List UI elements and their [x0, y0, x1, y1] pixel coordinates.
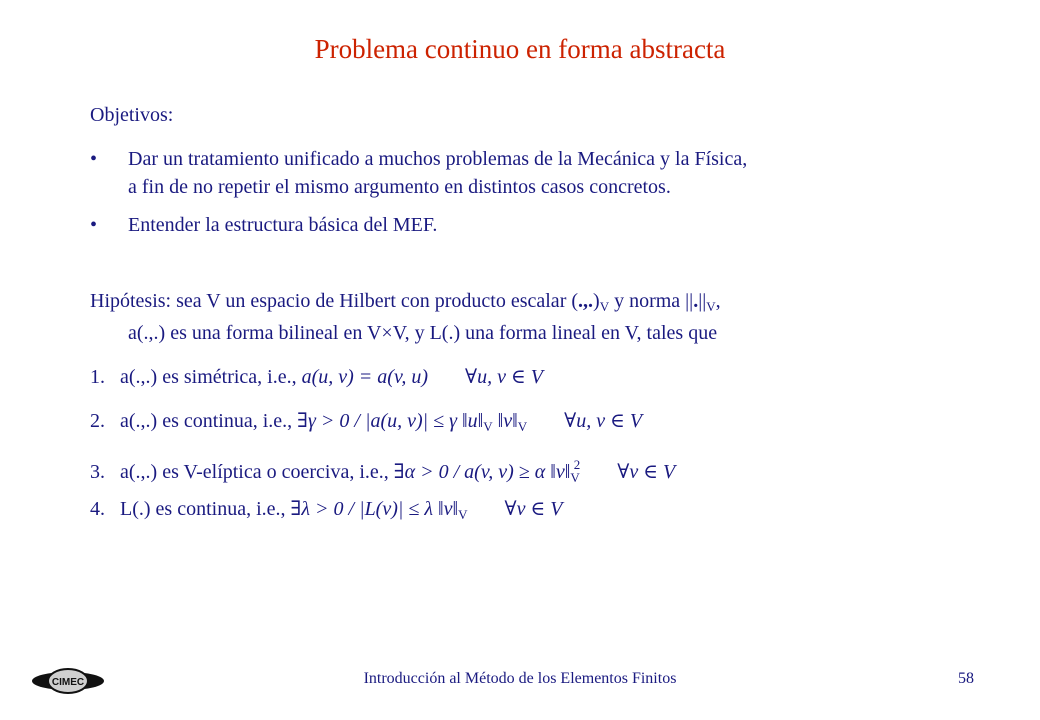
item-number: 2.: [90, 410, 105, 432]
logo-text: CIMEC: [51, 677, 85, 688]
objectives-heading: Objetivos:: [90, 104, 174, 126]
item-formula: ∃α > 0 / a(v, v) ≥ α ‖v‖: [393, 461, 571, 483]
bullet-2-line-1: Entender la estructura básica del MEF.: [128, 214, 438, 236]
list-item: 4. L(.) es continua, i.e., ∃λ > 0 / |L(v)| ≤ λ $‖v‖_V$ ∀v ∈ V: [90, 498, 563, 522]
footer-title: Introducción al Método de los Elementos Finitos: [363, 670, 677, 687]
item-number: 1.: [90, 366, 105, 388]
item-number: 4.: [90, 498, 105, 520]
list-item: [90, 364, 543, 390]
list-item: 3. a(.,.) es V-elíptica o coerciva, i.e., ∃α > 0 / a(v, v) ≥ α $‖v‖_V^2$ ∀v ∈ V: [90, 457, 676, 485]
bullet-1-line-2: a fin de no repetir el mismo argumento en distintos casos concretos.: [128, 176, 671, 198]
item-formula: ∃λ > 0 / |L(v)| ≤ λ ‖v‖: [290, 498, 459, 520]
item-number: 3.: [90, 461, 105, 483]
item-quantifier: ∀u, v ∈ V: [465, 366, 543, 388]
item-text: a(.,.) es simétrica, i.e.,: [120, 366, 297, 388]
hypothesis-line-2: a(.,.) es una forma bilineal en V×V, y L(.) una forma lineal en V, tales que: [128, 322, 718, 344]
hypothesis-line-1: Hipótesis: sea V un espacio de Hilbert con producto escalar $(.,.)_V$ y norma $||.||_V$,: [90, 290, 721, 314]
item-quantifier: ∀v ∈ V: [617, 461, 676, 483]
slide-title: Problema continuo en forma abstracta: [314, 34, 726, 64]
item-text: L(.) es continua, i.e.,: [120, 498, 286, 520]
item-formula: ∃γ > 0 / |a(u, v)| ≤ γ ‖u‖: [297, 410, 484, 432]
item-text: a(.,.) es continua, i.e.,: [120, 410, 293, 432]
page-number: 58: [958, 670, 974, 687]
item-text: a(.,.) es V-elíptica o coerciva, i.e.,: [120, 461, 389, 483]
bullet-dot: •: [90, 148, 98, 170]
item-quantifier: ∀v ∈ V: [504, 498, 563, 520]
item-formula: a(u, v) = a(v, u): [301, 366, 428, 388]
bullet-1-line-1: Dar un tratamiento unificado a muchos problemas de la Mecánica y la Física,: [128, 148, 748, 170]
list-item: 2. a(.,.) es continua, i.e., ∃γ > 0 / |a(u, v)| ≤ γ $‖u‖_V$ $‖v‖_V$ ∀u, v ∈ V: [90, 410, 643, 434]
bullet-dot: •: [90, 214, 98, 236]
item-quantifier: ∀u, v ∈ V: [564, 410, 643, 432]
